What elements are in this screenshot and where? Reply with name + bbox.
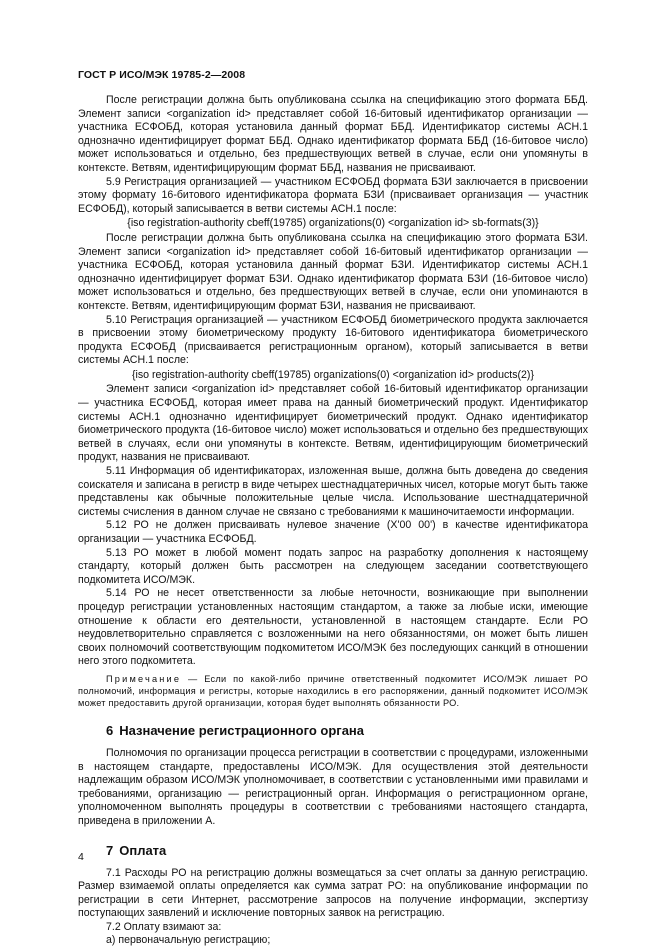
asn1-formula-products: {iso registration-authority cbeff(19785) organizations(0) <organization id> products(2)} bbox=[131, 368, 534, 381]
note bbox=[78, 673, 588, 709]
paragraph-organization-id: Элемент записи <organization id> представляет собой 16-битовый идентификатор организации — участника ЕСФОБД, которая имеет права на данный биометрический продукт. Идентификатор системы АСН.1 однозначно идентифицирует биометрический продукт. Однако идентификатор биометрического продукта (16-битовое число) может использоваться и отдельно без предшествующих ветвей в случаях, если они упомянуты в контексте. Ветвям, идентифицирующим биометрический продукт, названия не присваивают. bbox=[78, 383, 588, 464]
document-header: ГОСТ Р ИСО/МЭК 19785-2—2008 bbox=[78, 69, 246, 81]
paragraph-7-1: 7.1 Расходы РО на регистрацию должны возмещаться за счет оплаты за данную регистрацию. Размер взимаемой оплаты определяется как сумма затрат РО: на опубликование информации по регистрации в сети Интернет, рассмотрение запросов на получение информации, экспертизу поступающих заявлений и исключение повторных заявок на регистрацию. bbox=[78, 866, 588, 920]
paragraph-bzi-registration: После регистрации должна быть опубликована ссылка на спецификацию этого формата БЗИ. Элемент записи <organization id> представляет собой 16-битовый идентификатор организации — участника ЕСФОБД, которая установила данный формат БЗИ. Идентификатор системы АСН.1 однозначно идентифицирует формат БЗИ. Однако идентификатор формата БЗИ (16-битовое число) может использоваться и отдельно, без предшествующих ветвей в случае, если они упоминаются в контексте. Ветвям, идентифицирующим формат БЗИ, названия не присваивают. bbox=[78, 231, 588, 312]
note-text: — Если по какой-либо причине ответственный подкомитет ИСО/МЭК лишает РО полномочий, информация и регистры, которые находились в его распоряжении, данный подкомитет ИСО/МЭК может предоставить другой организации, которая будет выполнять обязанности РО. bbox=[78, 673, 588, 708]
paragraph-5-10: 5.10 Регистрация организацией — участником ЕСФОБД биометрического продукта заключается в присвоении этому биометрическому продукту 16-битового идентификатора биометрического продукта ЕСФОБД (присваивается регистрационным органом), который записывается в ветви системы АСН.1 после: bbox=[78, 313, 588, 367]
paragraph-bbd-registration: После регистрации должна быть опубликована ссылка на спецификацию этого формата ББД. Элемент записи <organization id> представляет собой 16-битовый идентификатор организации — участника ЕСФОБД, которая установила данный формат ББД. Идентификатор системы АСН.1 однозначно идентифицирует формат ББД. Однако идентификатор формата ББД (16-битовое число) может использоваться и отдельно, без предшествующих ветвей в случае, если они упомянуты в контексте. Ветвям, идентифицирующим формат ББД, названия не присваивают. bbox=[78, 94, 588, 174]
section-6-text: Полномочия по организации процесса регистрации в соответствии с процедурами, изложенными в настоящем стандарте, предоставлены ИСО/МЭК. Для осуществления этой деятельности надлежащим образом ИСО/МЭК уполномочивает, в соответствии с установленными ими правилами и требованиями, организацию — регистрационный орган. Информация о регистрационном органе, уполномоченном выполнять процедуры в соответствии с требованиями настоящего стандарта, приведена в приложении А. bbox=[78, 746, 588, 827]
paragraph-5-13: 5.13 РО может в любой момент подать запрос на разработку дополнения к настоящему стандарту, который должен быть рассмотрен на следующем заседании соответствующего подкомитета ИСО/МЭК. bbox=[78, 546, 588, 586]
paragraph-7-2: 7.2 Оплату взимают за: bbox=[106, 920, 222, 933]
asn1-formula-sb-formats: {iso registration-authority cbeff(19785) organizations(0) <organization id> sb-formats(3)} bbox=[127, 217, 539, 230]
section-7-heading bbox=[78, 843, 588, 859]
section-7-number: 7 bbox=[106, 842, 114, 858]
paragraph-5-14: 5.14 РО не несет ответственности за любые неточности, возникающие при выполнении процедур регистрации установленных настоящим стандартом, а также за любые иски, имеющие отношение к области его деятельности, установленной в настоящем стандарте. Если РО неудовлетворительно справляется с возложенными на него обязанностями, он может быть лишен своих полномочий соответствующим подкомитетом ИСО/МЭК без последующих санкций в отношении него этого подкомитета. bbox=[78, 587, 588, 668]
paragraph-5-11: 5.11 Информация об идентификаторах, изложенная выше, должна быть доведена до сведения соискателя и записана в регистр в виде четырех шестнадцатеричных чисел, которые могут быть также представлены как обычные положительные целые числа. Использование шестнадцатеричной системы счисления в данном случае не связано с требованиями к машиночитаемости информации. bbox=[78, 465, 588, 518]
note-label: Примечание bbox=[106, 673, 182, 684]
section-7-title: Оплата bbox=[119, 842, 167, 858]
section-6-title: Назначение регистрационного органа bbox=[119, 722, 365, 738]
document-body bbox=[78, 94, 588, 948]
paragraph-5-9: 5.9 Регистрация организацией — участником ЕСФОБД формата БЗИ заключается в присвоении этому формату 16-битового идентификатора формата БЗИ (присваивает организация — участник ЕСФОБД), который записывается в ветви системы АСН.1 после: bbox=[78, 175, 588, 215]
page-number: 4 bbox=[78, 851, 84, 863]
section-6-heading bbox=[78, 723, 588, 739]
list-item-a: а) первоначальную регистрацию; bbox=[106, 934, 271, 947]
paragraph-5-12: 5.12 РО не должен присваивать нулевое значение (X'00 00') в качестве идентификатора организации — участника ЕСФОБД. bbox=[78, 519, 588, 545]
section-6-number: 6 bbox=[106, 722, 114, 738]
